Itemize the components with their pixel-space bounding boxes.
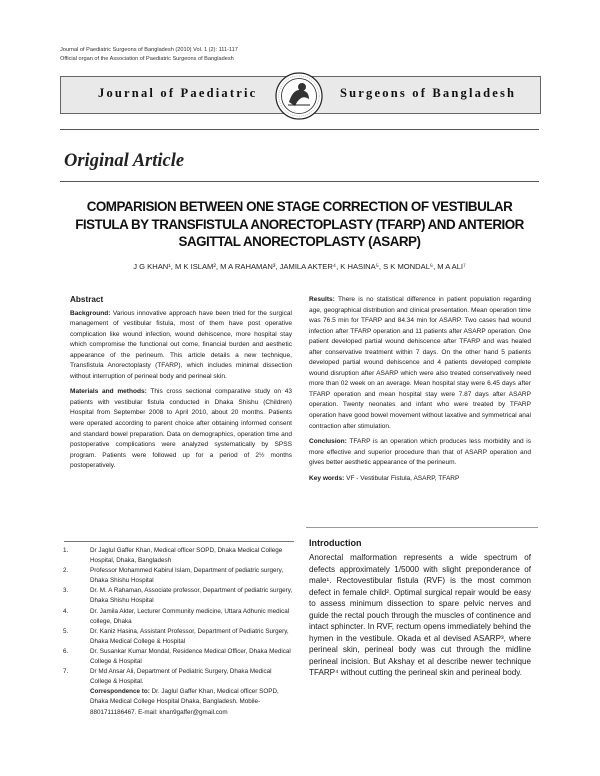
introduction-text: Anorectal malformation represents a wide spectrum of defects approximately 1/5000 with slight preponderance of male¹. Rectovestibular fistula (RVF) is the most common defect in female child². Optimal surgical repair would be easy to assess minimum dissection to spare pelvic nerves and guide the rectal pouch through the muscles of continence and intact sphincter. In RVF, rectum opens immediately behind the hymen in the vestibule. Okada et al devised ASARP³, where perineal skin, perineal body was cut through the midline perineal incision. But Akshay et al describe newer technique TFARP⁴ without cutting the perineal skin and perineal body. — [309, 553, 531, 678]
affiliation-text: Dr. Jamila Akter, Lecturer Community medicine, Uttara Adhunic medical college, Dhaka — [90, 607, 290, 625]
article-title: COMPARISION BETWEEN ONE STAGE CORRECTION OF VESTIBULAR FISTULA BY TRANSFISTULA ANORECTOPLASTY (TFARP) AND ANTERIOR SAGITTAL ANORECTOPLASTY (ASARP) — [75, 199, 524, 249]
article-authors: J G KHAN¹, M K ISLAM², M A RAHAMAN³, JAMILA AKTER⁴, K HASINA⁵, S K MONDAL⁶, M A ALI⁷ — [133, 262, 466, 271]
journal-meta — [60, 46, 238, 64]
affiliations — [63, 546, 293, 718]
abstract-left-column — [70, 295, 292, 477]
section-rule — [60, 181, 539, 182]
journal-logo-icon — [275, 72, 323, 120]
abstract-keywords: Key words: VF - Vestibular Fistula, ASARP, TFARP — [309, 474, 460, 482]
introduction-heading: Introduction — [309, 538, 362, 548]
article-type: Original Article — [64, 151, 185, 171]
keywords-rule — [306, 527, 538, 528]
abstract-heading: Abstract — [70, 295, 104, 304]
journal-citation: Journal of Paediatric Surgeons of Bangladesh (2010) Vol. 1 (2): 111-117 — [60, 47, 238, 53]
affiliation-item — [63, 667, 293, 687]
abstract-results: Results: There is no statistical difference in patient population regarding age, geographical distribution and clinical presentation. Mean operation time was 76.5 min for TFARP and 84.34 min for ASARP. Two cases had wound infection after TFARP operation and 11 patients after ASARP operation. One patient developed partial wound dehiscence after TFARP and was healed after conservative treatment within 7 days. On the other hand 5 patients developed partial wound dehiscence and 4 patients developed complete wound disruption after ASARP which were also treated conservatively need more than 02 week on an average. Mean hospital stay were 6.45 days after TFARP operation and mean hospital stay were 7.87 days after ASARP operation. Twenty neonates and infant who were treated by TFARP operation have good bowel movement without laxative and symmetrical anal contraction after stimulation. — [309, 296, 531, 430]
affiliation-item — [63, 607, 293, 627]
affiliation-number: 3. — [63, 587, 69, 595]
correspondence: Correspondence to: Dr. Jaglul Gaffer Khan, Medical officer SOPD, Dhaka Medical College Hospital Dhaka, Bangladesh. Mobile- 8801711186467. E-mail: khan9gaffer@gmail.com — [90, 688, 279, 716]
header-rule — [60, 129, 539, 130]
affiliations-list — [63, 546, 293, 687]
affiliations-rule — [64, 541, 294, 542]
affiliation-item — [63, 546, 293, 566]
affiliation-text: Professor Mohammed Kabirul Islam, Department of pediatric surgery, Dhaka Shishu Hospital — [90, 567, 284, 585]
abstract-background: Background: Various innovative approach have been tried for the surgical management of vestibular fistula, most of them have post operative complication like wound infection, wound dehiscence, more hospital stay which compromise the functional out come, financial burden and aesthetic appearance of the perineum. This article details a new technique, Transfistula Anorectoplasty (TFARP), which includes minimal dissection without interruption of perineal body and perineal skin. — [70, 309, 292, 380]
affiliation-text: Dr Jaglul Gaffer Khan, Medical officer SOPD, Dhaka Medical College Hospital, Dhaka, Bangladesh — [90, 547, 283, 565]
introduction-section — [309, 538, 531, 679]
affiliation-number: 7. — [63, 668, 69, 676]
affiliation-text: Dr. Susankar Kumar Mondal, Residence Medical Officer, Dhaka Medical College & Hospital — [90, 647, 291, 666]
abstract-right-column — [309, 295, 531, 489]
affiliation-number: 5. — [63, 627, 69, 635]
affiliation-item — [63, 627, 293, 647]
affiliation-number: 6. — [63, 647, 69, 655]
affiliation-number: 1. — [63, 547, 69, 554]
affiliation-number: 4. — [63, 607, 69, 615]
affiliation-item — [63, 647, 293, 667]
affiliation-number: 2. — [63, 567, 69, 575]
journal-name-left: Journal of Paediatric — [98, 86, 258, 100]
abstract-conclusion: Conclusion: TFARP is an operation which produces less morbidity and is more effective and superior procedure than that of ASARP operation and gives better aesthetic appearance of the perineum. — [309, 438, 531, 467]
affiliation-item — [63, 566, 293, 586]
affiliation-text: Dr. Kaniz Hasina, Assistant Professor, Department of Pediatric Surgery, Dhaka Medical College & Hospital — [90, 627, 289, 645]
journal-organ: Official organ of the Association of Paediatric Surgeons of Bangladesh — [60, 56, 234, 62]
affiliation-text: Dr. M. A Rahaman, Associate professor, Department of pediatric surgery, Dhaka Shishu Hospital — [90, 587, 293, 605]
affiliation-item — [63, 586, 293, 606]
abstract-methods: Materials and methods: This cross sectional comparative study on 43 patients with vestibular fistula conducted in Dhaka Shishu (Children) Hospital from September 2008 to April 2010, about 20 months. Patients were operated according to parent choice after obtaining informed consent and standard bowel preparation. Data on demographics, operation time and postoperative complications were analyzed systematically by SPSS program. Patients were followed up for a period of 2½ months postoperatively. — [70, 388, 292, 470]
affiliation-text: Dr Md Ansar Ali, Department of Pediatric Surgery, Dhaka Medical College & Hospital. — [90, 668, 272, 686]
journal-name-right: Surgeons of Bangladesh — [340, 86, 517, 100]
